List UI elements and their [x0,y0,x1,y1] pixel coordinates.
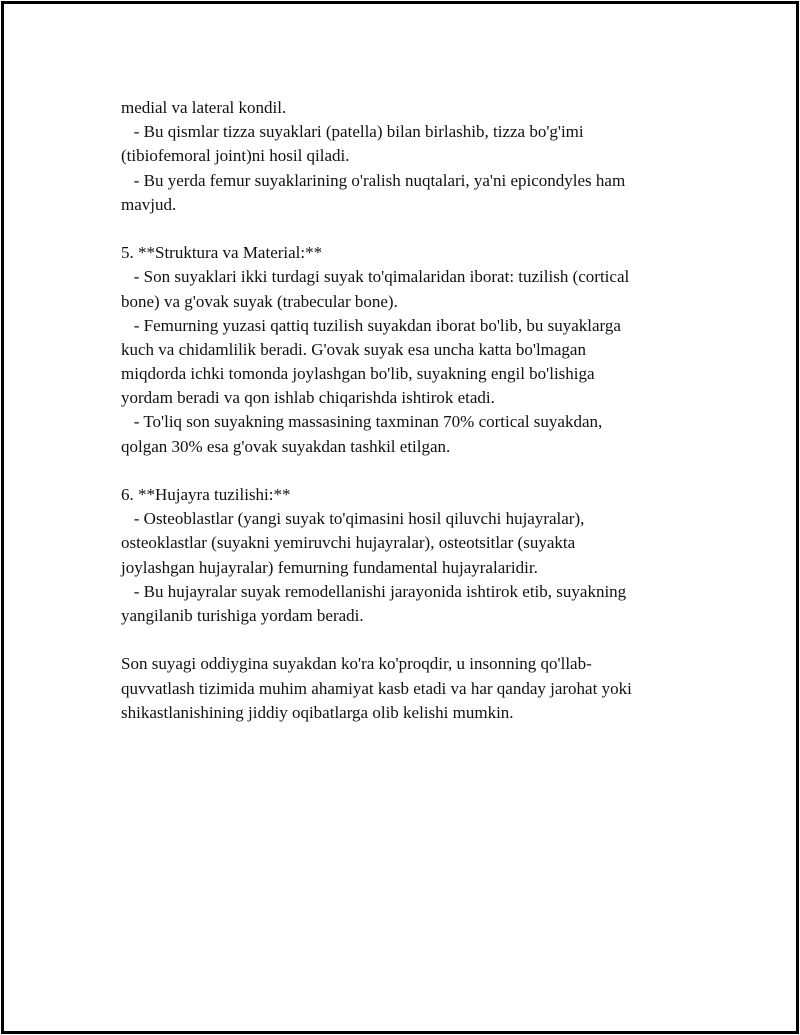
text-line: - Son suyaklari ikki turdagi suyak to'qimalaridan iborat: tuzilish (cortical [121,267,630,287]
text-line: medial va lateral kondil. [121,98,287,117]
text-line: - Bu qismlar tizza suyaklari (patella) bilan birlashib, tizza bo'g'imi [121,122,584,142]
text-line: Son suyagi oddiygina suyakdan ko'ra ko'proqdir, u insonning qo'llab- [121,654,592,674]
text-line: osteoklastlar (suyakni yemiruvchi hujayralar), osteotsitlar (suyakta [121,533,576,553]
section-heading: 6. **Hujayra tuzilishi:** [121,485,291,504]
text-line: shikastlanishining jiddiy oqibatlarga olib kelishi mumkin. [121,702,514,722]
text-line: kuch va chidamlilik beradi. G'ovak suyak esa uncha katta bo'lmagan [121,339,586,359]
text-line: (tibiofemoral joint)ni hosil qiladi. [121,146,350,166]
text-line: joylashgan hujayralar) femurning fundamental hujayralaridir. [121,557,538,577]
page-frame [1,1,799,1034]
text-line: miqdorda ichki tomonda joylashgan bo'lib, suyakning engil bo'lishiga [121,364,595,384]
section-heading: 5. **Struktura va Material:** [121,243,323,263]
paragraph-spacer [121,217,691,241]
text-line: yordam beradi va qon ishlab chiqarishda ishtirok etadi. [121,388,495,408]
text-line: quvvatlash tizimida muhim ahamiyat kasb etadi va har qanday jarohat yoki [121,678,632,698]
text-line: qolgan 30% esa g'ovak suyakdan tashkil etilgan. [121,436,451,456]
text-line: - Femurning yuzasi qattiq tuzilish suyakdan iborat bo'lib, bu suyaklarga [121,315,621,335]
text-line: - Osteoblastlar (yangi suyak to'qimasini hosil qiluvchi hujayralar), [121,509,585,529]
document-body [121,96,691,725]
text-line: - Bu yerda femur suyaklarining o'ralish nuqtalari, ya'ni epicondyles ham [121,170,626,190]
text-line: yangilanib turishiga yordam beradi. [121,605,364,625]
text-line: mavjud. [121,194,177,214]
text-line: bone) va g'ovak suyak (trabecular bone). [121,291,398,311]
paragraph-spacer [121,628,691,652]
text-line: - Bu hujayralar suyak remodellanishi jarayonida ishtirok etib, suyakning [121,581,627,601]
text-line: - To'liq son suyakning massasining taxminan 70% cortical suyakdan, [121,412,603,432]
paragraph-spacer [121,459,691,483]
